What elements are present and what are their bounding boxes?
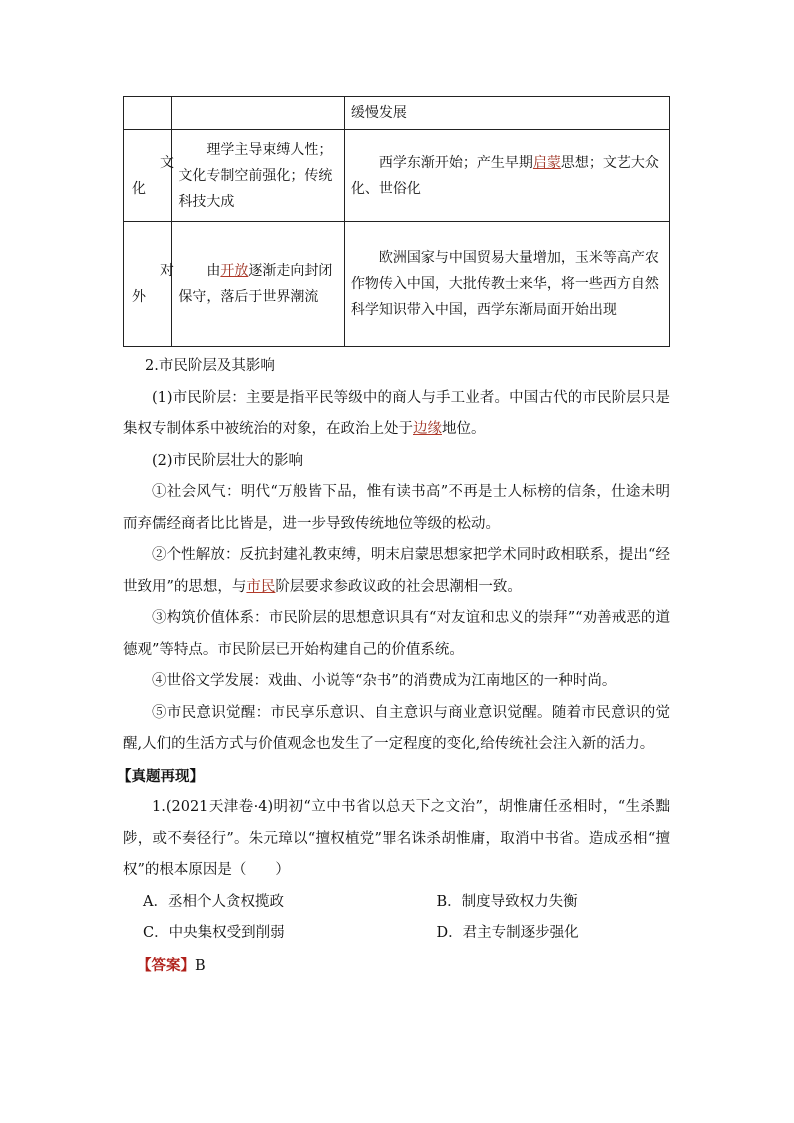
section-title: 2.市民阶层及其影响	[145, 358, 275, 374]
table-cell-label	[124, 222, 172, 347]
table-row	[124, 222, 670, 347]
cell-text: 西学东渐开始；产生早期	[378, 154, 533, 171]
underlined-term: 边缘	[413, 421, 442, 437]
list-item: ①社会风气：明代“万般皆下品，惟有读书高”不再是士人标榜的信条，仕途未明而弃儒经商者比比皆是，进一步导致传统地位等级的松动。	[123, 484, 670, 532]
underlined-term: 市民	[246, 578, 276, 595]
options-row	[123, 887, 670, 919]
exam-question: 1.(2021天津卷·4)明初“立中书省以总天下之文治”，胡惟庸任丞相时，“生杀黜陟，或不奏径行”。朱元璋以“擅权植党”罪名诛杀胡惟庸，取消中书省。造成丞相“擅权”的根本原因是（ ）	[123, 799, 670, 878]
option-b: B．制度导致权力失衡	[436, 893, 578, 910]
list-item: ⑤市民意识觉醒：市民享乐意识、自主意识与商业意识觉醒。随着市民意识的觉醒,人们的生活方式与价值观念也发生了一定程度的变化,给传统社会注入新的活力。	[123, 704, 670, 752]
paragraph-text: ②个性解放：反抗封建礼教束缚，明末启蒙思想家把学术同时政相联系，提出“经世致用”的思想，与	[123, 547, 670, 595]
underlined-term: 启蒙	[532, 154, 561, 171]
table-cell	[172, 222, 345, 347]
table-cell-label	[124, 130, 172, 222]
table-row	[124, 97, 670, 130]
answer-value: B	[195, 957, 206, 974]
cell-text: 逐渐走向封闭保守，落后于世界潮流	[178, 263, 333, 305]
cell-text: 由	[206, 263, 221, 279]
row-label-culture: 文化	[132, 154, 174, 197]
answer-label: 【答案】	[137, 956, 195, 974]
answer-line	[123, 950, 670, 983]
paragraph	[123, 383, 670, 446]
exam-heading: 【真题再现】	[117, 767, 204, 785]
list-item	[123, 540, 670, 603]
paragraph-text: 地位。	[442, 421, 486, 437]
list-item: ④世俗文学发展：戏曲、小说等“杂书”的消费成为江南地区的一种时尚。	[152, 673, 617, 689]
table-cell	[172, 97, 345, 130]
table-cell	[344, 130, 669, 222]
underlined-term: 开放	[220, 263, 249, 279]
option-c: C．中央集权受到削弱	[143, 925, 285, 941]
options-row	[123, 918, 670, 950]
paragraph-text: 阶层要求参政议政的社会思潮相一致。	[275, 578, 522, 595]
subsection-title: (2)市民阶层壮大的影响	[152, 452, 304, 469]
comparison-table	[123, 96, 670, 347]
row-label-foreign: 对外	[132, 263, 174, 305]
cell-text: 思想；文艺大众化、世俗化	[350, 154, 659, 197]
table-cell: 缓慢发展	[344, 97, 669, 130]
table-row	[124, 130, 670, 222]
option-d: D．君主专制逐步强化	[436, 925, 579, 941]
option-a: A．丞相个人贪权揽政	[143, 893, 284, 910]
table-cell: 理学主导束缚人性；文化专制空前强化；传统科技大成	[172, 130, 345, 222]
list-item: ③构筑价值体系：市民阶层的思想意识具有“对友谊和忠义的崇拜”“劝善戒恶的道德观”等特点。市民阶层已开始构建自己的价值系统。	[123, 610, 670, 658]
table-cell: 欧洲国家与中国贸易大量增加，玉米等高产农作物传入中国，大批传教士来华，将一些西方自然科学知识带入中国，西学东渐局面开始出现	[344, 222, 669, 347]
paragraph-text: (1)市民阶层：主要是指平民等级中的商人与手工业者。中国古代的市民阶层只是集权专制体系中被统治的对象，在政治上处于	[123, 389, 670, 437]
body-text	[117, 351, 670, 982]
table-cell-label	[124, 97, 172, 130]
